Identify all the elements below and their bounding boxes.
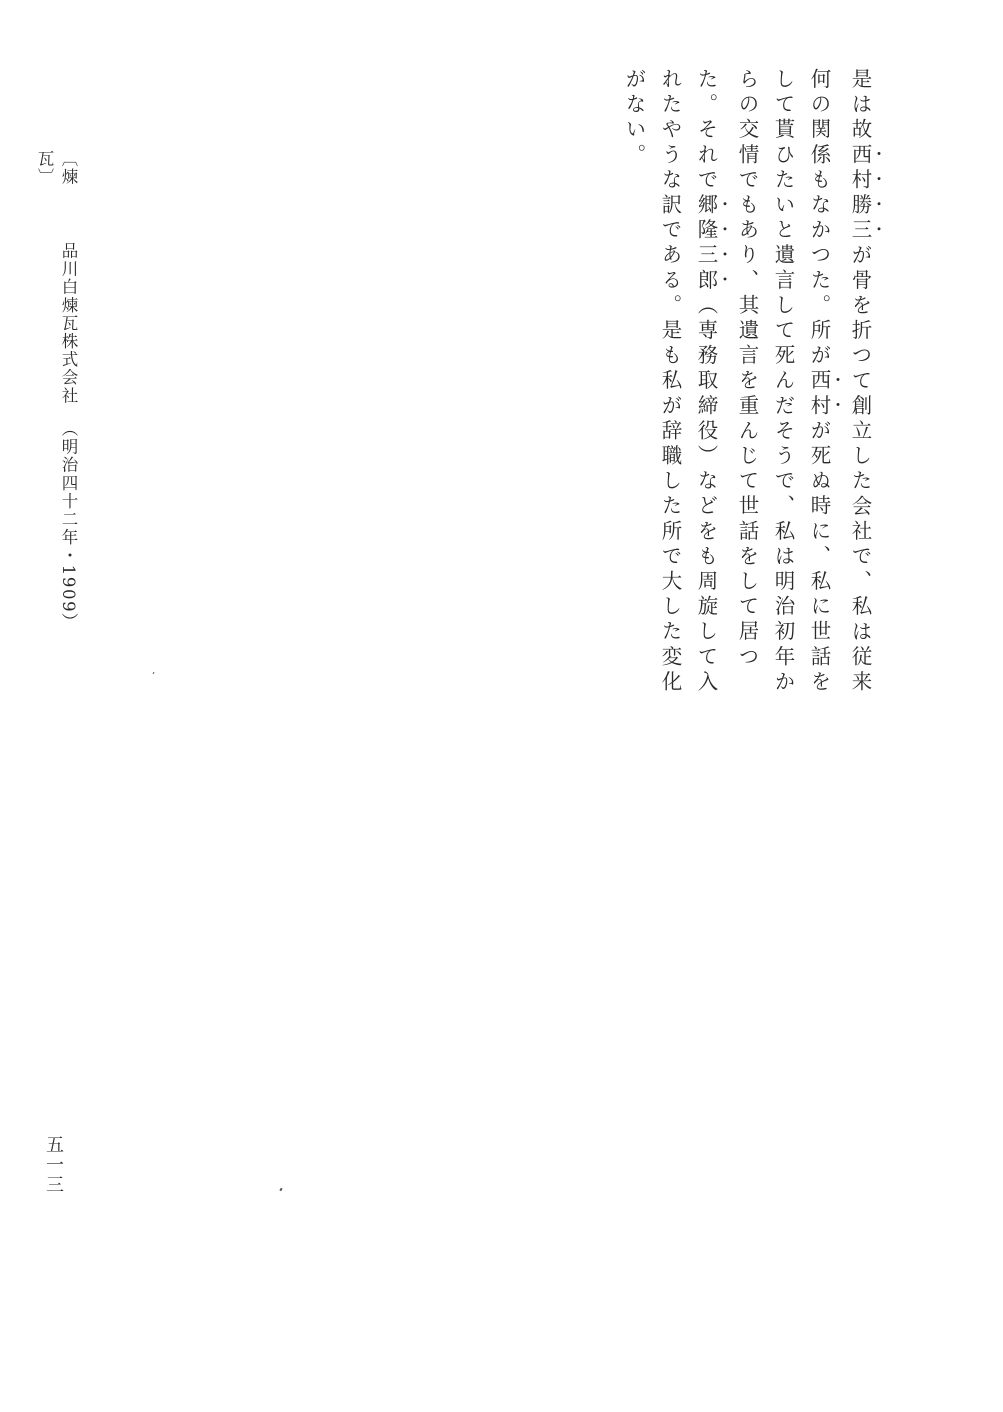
text-run: が骨を折つて創立した会社で、私は従来何の関係もなかつた。所が [807,68,872,696]
text-run: （専務取締役）などをも周旋して入れたやうな訳である。是も私が辞職した所で大した変化がない。 [622,68,718,696]
text-run: 是は故 [848,68,872,144]
paragraph [616,68,883,708]
emphasized-name: 西村勝三 [848,143,872,244]
scan-speck [153,672,155,674]
emphasized-name: 西村 [807,369,831,420]
section-title: 〔煉 瓦〕 [35,150,78,205]
page-number: 五一三 [43,1135,64,1195]
emphasized-name: 郷隆三郎 [694,193,718,294]
source-title: 品川白煉瓦株式会社 [59,242,78,405]
source-date: （明治四十二年・1909） [59,420,78,632]
text-run: が死ぬ時に、私に世話をして貰ひたいと遺言して死んだそうで、私は明治初年からの交情でもあり、其遺言を重んじて世話をして居つた。それで [694,68,831,696]
scan-speck [279,1188,282,1192]
main-text [616,68,883,708]
